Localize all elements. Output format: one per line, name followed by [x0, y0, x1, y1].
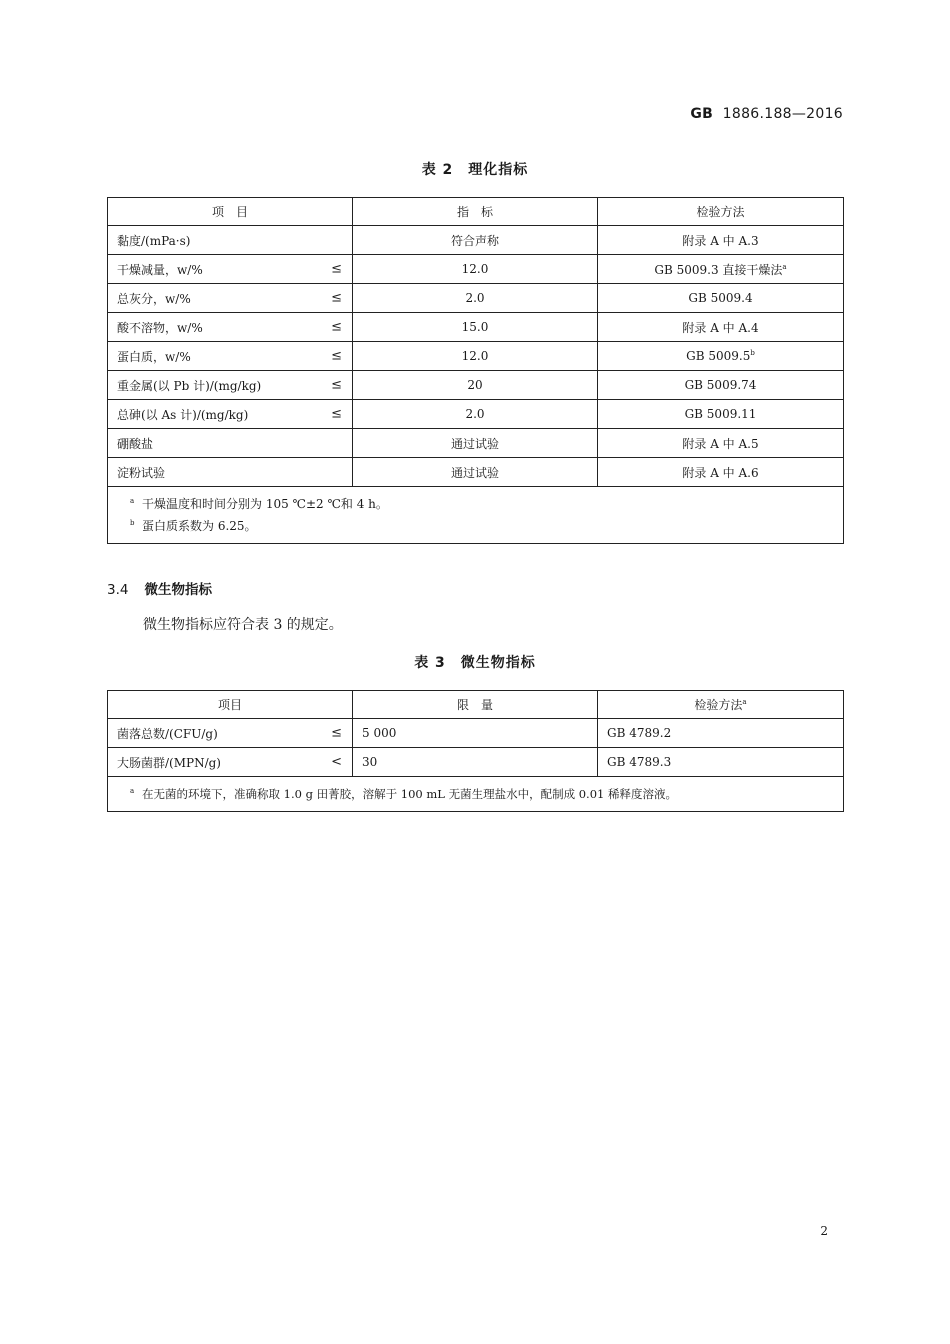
value-cell: 20 [353, 371, 598, 400]
item-name: 淀粉试验 [117, 465, 166, 480]
standard-number: 1886.188—2016 [722, 106, 843, 122]
footnote-text: 干燥温度和时间分别为 105 ℃±2 ℃和 4 h。 [142, 497, 388, 511]
table2-caption: 表 2 理化指标 [421, 162, 529, 178]
method-cell [598, 400, 844, 429]
table3-header-method [598, 691, 844, 719]
table3-header-item: 项目 [108, 691, 353, 719]
item-name: 黏度/(mPa·s) [117, 233, 191, 248]
method-cell [598, 342, 844, 371]
table-row [108, 429, 844, 458]
table-row [108, 342, 844, 371]
footnote [130, 515, 834, 537]
table3-caption: 表 3 微生物指标 [414, 655, 536, 671]
relation-symbol: < [331, 754, 342, 770]
table2-header-index: 指 标 [353, 198, 598, 226]
relation-symbol: ≤ [331, 377, 342, 393]
table3-notes-row [108, 777, 844, 812]
method-text: GB 5009.3 直接干燥法 [654, 262, 783, 277]
footnote-mark: a [130, 497, 135, 505]
item-cell [108, 748, 353, 777]
method-cell [598, 284, 844, 313]
relation-symbol: ≤ [331, 406, 342, 422]
table-row [108, 458, 844, 487]
method-cell [598, 226, 844, 255]
item-name: 菌落总数/(CFU/g) [117, 726, 218, 741]
relation-symbol: ≤ [331, 725, 342, 741]
method-text: GB 5009.4 [688, 291, 753, 305]
item-cell [108, 284, 353, 313]
method-text: GB 5009.74 [684, 378, 757, 392]
table-row [108, 400, 844, 429]
method-text: 附录 A 中 A.3 [682, 233, 759, 248]
footnote-ref: a [782, 262, 787, 271]
footnote-text: 蛋白质系数为 6.25。 [142, 519, 257, 533]
item-name: 酸不溶物，w/% [117, 320, 203, 335]
table3-notes [108, 777, 844, 812]
table3-header-row [108, 691, 844, 719]
table-row [108, 719, 844, 748]
footnote [130, 783, 834, 805]
table-row [108, 284, 844, 313]
relation-symbol: ≤ [331, 348, 342, 364]
item-name: 干燥减量，w/% [117, 262, 203, 277]
section-paragraph: 微生物指标应符合表 3 的规定。 [143, 617, 343, 633]
value-cell: 2.0 [353, 284, 598, 313]
item-cell [108, 255, 353, 284]
item-cell [108, 313, 353, 342]
value-cell: 符合声称 [353, 226, 598, 255]
item-name: 蛋白质，w/% [117, 349, 191, 364]
value-cell: 12.0 [353, 342, 598, 371]
value-cell: 通过试验 [353, 458, 598, 487]
footnote-mark: a [130, 787, 135, 795]
method-text: GB 5009.5 [686, 349, 751, 363]
footnote-mark: b [130, 519, 135, 527]
value-cell: 15.0 [353, 313, 598, 342]
method-header-text: 检验方法 [694, 698, 743, 712]
method-text: 附录 A 中 A.5 [682, 436, 759, 451]
value-cell: 2.0 [353, 400, 598, 429]
table2-notes [108, 487, 844, 544]
relation-symbol: ≤ [331, 261, 342, 277]
value-cell: 通过试验 [353, 429, 598, 458]
value-cell: 12.0 [353, 255, 598, 284]
item-name: 总灰分，w/% [117, 291, 191, 306]
standard-prefix: GB [690, 106, 714, 122]
item-name: 重金属(以 Pb 计)/(mg/kg) [117, 378, 262, 393]
page-number: 2 [820, 1224, 828, 1238]
table3-header-limit: 限 量 [353, 691, 598, 719]
item-name: 硼酸盐 [117, 436, 154, 451]
table-row [108, 371, 844, 400]
footnote-text: 在无菌的环境下，准确称取 1.0 g 田菁胶，溶解于 100 mL 无菌生理盐水中，配制成 0.01 稀释度溶液。 [142, 787, 677, 801]
section-number: 3.4 [107, 582, 129, 598]
relation-symbol: ≤ [331, 290, 342, 306]
relation-symbol: ≤ [331, 319, 342, 335]
value-cell: 30 [353, 748, 598, 777]
method-cell: GB 4789.3 [598, 748, 844, 777]
item-cell [108, 400, 353, 429]
item-cell [108, 429, 353, 458]
item-cell [108, 371, 353, 400]
footnote-ref: a [742, 698, 747, 706]
footnote-ref: b [750, 349, 755, 357]
table2-physicochemical [107, 197, 844, 544]
method-cell [598, 429, 844, 458]
section-title: 微生物指标 [144, 582, 212, 598]
table2-notes-row [108, 487, 844, 544]
standard-number-header [690, 106, 843, 122]
method-text: 附录 A 中 A.6 [682, 465, 759, 480]
value-cell: 5 000 [353, 719, 598, 748]
method-cell [598, 458, 844, 487]
item-cell [108, 226, 353, 255]
item-cell [108, 458, 353, 487]
method-text: GB 5009.11 [684, 407, 757, 421]
table3-microbiological [107, 690, 844, 812]
item-cell [108, 342, 353, 371]
table2-header-method: 检验方法 [598, 198, 844, 226]
item-cell [108, 719, 353, 748]
table2-header-item: 项 目 [108, 198, 353, 226]
method-cell [598, 255, 844, 284]
method-cell [598, 313, 844, 342]
table-row [108, 226, 844, 255]
table-row [108, 313, 844, 342]
table-row [108, 255, 844, 284]
section-heading [107, 578, 212, 598]
item-name: 大肠菌群/(MPN/g) [117, 755, 221, 770]
footnote [130, 493, 834, 515]
table2-header-row [108, 198, 844, 226]
method-cell: GB 4789.2 [598, 719, 844, 748]
item-name: 总砷(以 As 计)/(mg/kg) [117, 407, 249, 422]
method-cell [598, 371, 844, 400]
method-text: 附录 A 中 A.4 [682, 320, 759, 335]
table-row [108, 748, 844, 777]
